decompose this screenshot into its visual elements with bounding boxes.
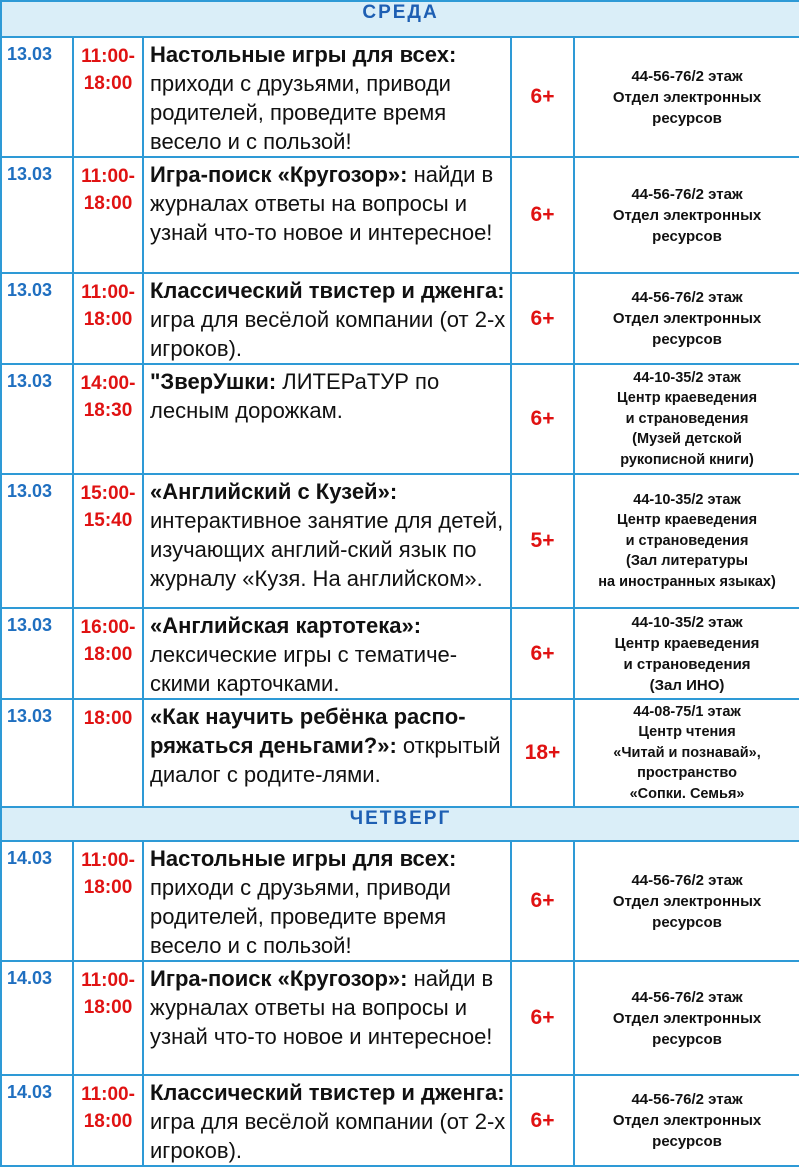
age-rating: 6+ xyxy=(511,157,574,273)
age-rating: 6+ xyxy=(511,841,574,961)
event-details: игра для весёлой компании (от 2-х игроков). xyxy=(150,307,506,361)
event-title: Настольные игры для всех: xyxy=(150,42,457,67)
event-time: 11:00- 18:00 xyxy=(73,273,143,364)
age-rating: 6+ xyxy=(511,364,574,474)
event-time: 11:00- 18:00 xyxy=(73,841,143,961)
event-location: 44-56-76/2 этаж Отдел электронных ресурсов xyxy=(574,273,799,364)
event-location: 44-56-76/2 этаж Отдел электронных ресурсов xyxy=(574,37,799,157)
event-location: 44-56-76/2 этаж Отдел электронных ресурсов xyxy=(574,841,799,961)
event-details: открытый диалог с родите-лями. xyxy=(150,733,501,787)
event-location: 44-10-35/2 этаж Центр краеведения и страноведения (Музей детской рукописной книги) xyxy=(574,364,799,474)
event-time: 11:00- 18:00 xyxy=(73,1075,143,1166)
event-details: лексические игры с тематиче-скими карточками. xyxy=(150,642,458,696)
age-rating: 18+ xyxy=(511,699,574,807)
event-description xyxy=(143,37,511,157)
event-title: Настольные игры для всех: xyxy=(150,846,457,871)
event-details: интерактивное занятие для детей, изучающих англий-ский язык по журналу «Кузя. На английском». xyxy=(150,508,504,591)
event-date: 14.03 xyxy=(1,961,73,1075)
event-description xyxy=(143,364,511,474)
event-date: 14.03 xyxy=(1,841,73,961)
event-date: 14.03 xyxy=(1,1075,73,1166)
event-time: 14:00- 18:30 xyxy=(73,364,143,474)
day-header-wednesday xyxy=(1,1,799,37)
event-date: 13.03 xyxy=(1,37,73,157)
table-row xyxy=(1,608,799,699)
event-time: 16:00- 18:00 xyxy=(73,608,143,699)
age-rating: 6+ xyxy=(511,37,574,157)
event-title: «Английский с Кузей»: xyxy=(150,479,398,504)
age-rating: 6+ xyxy=(511,608,574,699)
event-description xyxy=(143,961,511,1075)
table-row xyxy=(1,157,799,273)
day-title: ЧЕТВЕРГ xyxy=(1,807,799,841)
event-details: найди в журналах ответы на вопросы и узнай что-то новое и интересное! xyxy=(150,162,494,245)
event-description xyxy=(143,273,511,364)
event-title: Игра-поиск «Кругозор»: xyxy=(150,162,408,187)
event-description xyxy=(143,157,511,273)
event-date: 13.03 xyxy=(1,273,73,364)
event-date: 13.03 xyxy=(1,157,73,273)
table-row xyxy=(1,699,799,807)
table-row xyxy=(1,841,799,961)
age-rating: 5+ xyxy=(511,474,574,608)
table-row xyxy=(1,1075,799,1166)
event-description xyxy=(143,699,511,807)
event-title: «Английская картотека»: xyxy=(150,613,422,638)
event-title: «Как научить ребёнка распо-ряжаться деньгами?»: xyxy=(150,704,466,758)
event-description xyxy=(143,474,511,608)
table-row xyxy=(1,961,799,1075)
event-time: 11:00- 18:00 xyxy=(73,37,143,157)
age-rating: 6+ xyxy=(511,1075,574,1166)
table-row xyxy=(1,273,799,364)
event-description xyxy=(143,1075,511,1166)
age-rating: 6+ xyxy=(511,273,574,364)
day-header-thursday xyxy=(1,807,799,841)
table-row xyxy=(1,37,799,157)
event-time: 11:00- 18:00 xyxy=(73,157,143,273)
table-row xyxy=(1,474,799,608)
event-time: 11:00- 18:00 xyxy=(73,961,143,1075)
event-time: 18:00 xyxy=(73,699,143,807)
event-details: найди в журналах ответы на вопросы и узнай что-то новое и интересное! xyxy=(150,966,494,1049)
event-details: приходи с друзьями, приводи родителей, проведите время весело и с пользой! xyxy=(150,71,451,154)
event-date: 13.03 xyxy=(1,474,73,608)
event-description xyxy=(143,841,511,961)
event-date: 13.03 xyxy=(1,699,73,807)
event-details: ЛИТЕРаТУР по лесным дорожкам. xyxy=(150,369,440,423)
event-time: 15:00- 15:40 xyxy=(73,474,143,608)
event-description xyxy=(143,608,511,699)
event-details: приходи с друзьями, приводи родителей, проведите время весело и с пользой! xyxy=(150,875,451,958)
table-row xyxy=(1,364,799,474)
event-location: 44-56-76/2 этаж Отдел электронных ресурсов xyxy=(574,157,799,273)
event-location: 44-56-76/2 этаж Отдел электронных ресурсов xyxy=(574,1075,799,1166)
event-location: 44-56-76/2 этаж Отдел электронных ресурсов xyxy=(574,961,799,1075)
event-date: 13.03 xyxy=(1,364,73,474)
event-title: Классический твистер и дженга: xyxy=(150,1080,505,1105)
event-details: игра для весёлой компании (от 2-х игроков). xyxy=(150,1109,506,1163)
event-location: 44-08-75/1 этаж Центр чтения «Читай и познавай», пространство «Сопки. Семья» xyxy=(574,699,799,807)
day-title: СРЕДА xyxy=(1,1,799,37)
event-title: Игра-поиск «Кругозор»: xyxy=(150,966,408,991)
event-title: "ЗверУшки: xyxy=(150,369,277,394)
age-rating: 6+ xyxy=(511,961,574,1075)
event-date: 13.03 xyxy=(1,608,73,699)
event-title: Классический твистер и дженга: xyxy=(150,278,505,303)
event-location: 44-10-35/2 этаж Центр краеведения и страноведения (Зал ИНО) xyxy=(574,608,799,699)
event-location: 44-10-35/2 этаж Центр краеведения и страноведения (Зал литературы на иностранных языках) xyxy=(574,474,799,608)
